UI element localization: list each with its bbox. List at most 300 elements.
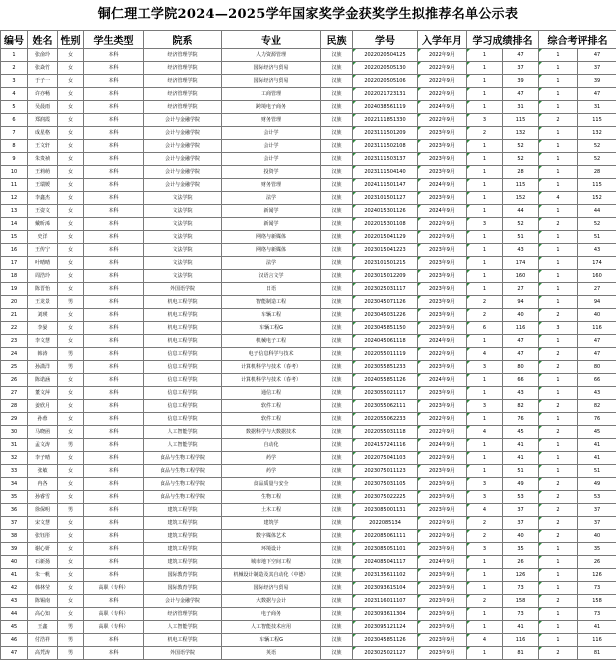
cell-student-id: 2022111851330: [353, 114, 418, 127]
cell-ethnicity: 汉族: [321, 335, 353, 348]
cell-department: 会计与金融学院: [144, 166, 222, 179]
cell-academic-total: 152: [503, 192, 539, 205]
cell-comprehensive-total: 31: [578, 101, 616, 114]
cell-index: 13: [1, 205, 28, 218]
cell-academic-total: 28: [503, 166, 539, 179]
cell-index: 12: [1, 192, 28, 205]
cell-academic-total: 52: [503, 140, 539, 153]
cell-academic-total: 41: [503, 439, 539, 452]
cell-academic-rank: 1: [467, 556, 503, 569]
cell-comprehensive-total: 52: [578, 153, 616, 166]
cell-index: 20: [1, 296, 28, 309]
cell-gender: 女: [58, 400, 84, 413]
cell-academic-total: 37: [503, 517, 539, 530]
cell-ethnicity: 汉族: [321, 556, 353, 569]
cell-comprehensive-rank: 2: [539, 218, 578, 231]
cell-department: 文法学院: [144, 257, 222, 270]
cell-student-type: 本科: [84, 101, 144, 114]
cell-department: 信息工程学院: [144, 413, 222, 426]
table-row: [1, 322, 616, 335]
cell-name: 王文轩: [28, 140, 58, 153]
cell-index: 24: [1, 348, 28, 361]
cell-index: 23: [1, 335, 28, 348]
cell-comprehensive-total: 66: [578, 374, 616, 387]
cell-academic-rank: 1: [467, 257, 503, 270]
col-header-gender: 性别: [58, 31, 84, 49]
cell-student-id: 2024038561119: [353, 101, 418, 114]
cell-enrollment-date: 2023年9月: [418, 257, 467, 270]
cell-department: 会计与金融学院: [144, 153, 222, 166]
cell-ethnicity: 汉族: [321, 283, 353, 296]
cell-academic-total: 115: [503, 114, 539, 127]
cell-enrollment-date: 2022年9月: [418, 62, 467, 75]
cell-gender: 男: [58, 634, 84, 647]
cell-enrollment-date: 2024年9月: [418, 205, 467, 218]
cell-academic-rank: 3: [467, 478, 503, 491]
cell-major: 环境设计: [222, 543, 321, 556]
cell-student-type: 本科: [84, 634, 144, 647]
cell-index: 14: [1, 218, 28, 231]
cell-name: 郑润霞: [28, 114, 58, 127]
cell-gender: 女: [58, 283, 84, 296]
cell-enrollment-date: 2022年9月: [418, 452, 467, 465]
cell-major: 药学: [222, 465, 321, 478]
cell-comprehensive-rank: 1: [539, 231, 578, 244]
cell-gender: 女: [58, 608, 84, 621]
cell-academic-total: 53: [503, 491, 539, 504]
cell-comprehensive-rank: 1: [539, 296, 578, 309]
cell-department: 经济管理学院: [144, 608, 222, 621]
table-row: [1, 374, 616, 387]
cell-department: 文法学院: [144, 244, 222, 257]
cell-index: 39: [1, 543, 28, 556]
cell-enrollment-date: 2022年9月: [418, 517, 467, 530]
cell-index: 27: [1, 387, 28, 400]
table-row: [1, 504, 616, 517]
cell-gender: 女: [58, 270, 84, 283]
cell-student-type: 本科: [84, 296, 144, 309]
cell-academic-rank: 1: [467, 244, 503, 257]
cell-student-type: 本科: [84, 166, 144, 179]
cell-major: 跨境电子商务: [222, 101, 321, 114]
cell-academic-total: 41: [503, 452, 539, 465]
cell-student-id: 2022021723131: [353, 88, 418, 101]
cell-enrollment-date: 2023年9月: [418, 166, 467, 179]
cell-major: 人力资源管理: [222, 49, 321, 62]
cell-academic-total: 81: [503, 647, 539, 660]
cell-comprehensive-rank: 1: [539, 608, 578, 621]
cell-gender: 女: [58, 179, 84, 192]
table-row: [1, 218, 616, 231]
cell-department: 建筑工程学院: [144, 530, 222, 543]
table-row: [1, 166, 616, 179]
cell-gender: 女: [58, 62, 84, 75]
cell-student-id: 2023111503137: [353, 153, 418, 166]
cell-comprehensive-rank: 1: [539, 621, 578, 634]
cell-academic-rank: 1: [467, 439, 503, 452]
cell-academic-rank: 2: [467, 530, 503, 543]
cell-name: 马晓函: [28, 426, 58, 439]
table-row: [1, 75, 616, 88]
cell-academic-total: 35: [503, 543, 539, 556]
cell-student-type: 本科: [84, 348, 144, 361]
cell-academic-rank: 1: [467, 413, 503, 426]
cell-ethnicity: 汉族: [321, 569, 353, 582]
cell-comprehensive-total: 47: [578, 335, 616, 348]
cell-department: 人工智能学院: [144, 426, 222, 439]
cell-department: 机电工程学院: [144, 322, 222, 335]
table-row: [1, 88, 616, 101]
cell-academic-total: 73: [503, 608, 539, 621]
cell-enrollment-date: 2023年9月: [418, 361, 467, 374]
table-row: [1, 595, 616, 608]
cell-comprehensive-total: 28: [578, 166, 616, 179]
cell-index: 32: [1, 452, 28, 465]
cell-comprehensive-rank: 1: [539, 465, 578, 478]
cell-ethnicity: 汉族: [321, 634, 353, 647]
cell-gender: 女: [58, 257, 84, 270]
cell-academic-rank: 1: [467, 88, 503, 101]
cell-index: 42: [1, 582, 28, 595]
cell-student-id: 2022015041129: [353, 231, 418, 244]
cell-academic-rank: 2: [467, 517, 503, 530]
cell-name: 董文萍: [28, 387, 58, 400]
cell-ethnicity: 汉族: [321, 114, 353, 127]
cell-enrollment-date: 2023年9月: [418, 244, 467, 257]
cell-academic-total: 158: [503, 595, 539, 608]
cell-major: 国际经济与贸易: [222, 75, 321, 88]
cell-department: 会计与金融学院: [144, 140, 222, 153]
cell-comprehensive-rank: 1: [539, 543, 578, 556]
cell-department: 食品与生物工程学院: [144, 465, 222, 478]
table-row: [1, 439, 616, 452]
cell-major: 车辆工程G: [222, 322, 321, 335]
cell-comprehensive-total: 41: [578, 452, 616, 465]
cell-department: 食品与生物工程学院: [144, 452, 222, 465]
table-row: [1, 517, 616, 530]
cell-comprehensive-total: 40: [578, 309, 616, 322]
cell-name: 李晏: [28, 322, 58, 335]
cell-ethnicity: 汉族: [321, 361, 353, 374]
cell-student-id: 2023093611304: [353, 608, 418, 621]
cell-department: 机电工程学院: [144, 309, 222, 322]
cell-student-id: 2023015012209: [353, 270, 418, 283]
cell-comprehensive-total: 51: [578, 231, 616, 244]
cell-academic-total: 80: [503, 361, 539, 374]
cell-ethnicity: 汉族: [321, 270, 353, 283]
cell-gender: 女: [58, 114, 84, 127]
table-row: [1, 101, 616, 114]
cell-comprehensive-rank: 2: [539, 595, 578, 608]
cell-academic-rank: 1: [467, 387, 503, 400]
cell-enrollment-date: 2023年9月: [418, 647, 467, 660]
cell-student-type: 本科: [84, 439, 144, 452]
cell-academic-rank: 1: [467, 569, 503, 582]
table-row: [1, 361, 616, 374]
cell-department: 文法学院: [144, 192, 222, 205]
table-row: [1, 608, 616, 621]
cell-academic-rank: 3: [467, 114, 503, 127]
table-row: [1, 153, 616, 166]
cell-enrollment-date: 2024年9月: [418, 439, 467, 452]
cell-student-id: 2023101501215: [353, 257, 418, 270]
cell-ethnicity: 汉族: [321, 543, 353, 556]
cell-enrollment-date: 2022年9月: [418, 530, 467, 543]
cell-index: 46: [1, 634, 28, 647]
cell-comprehensive-total: 132: [578, 127, 616, 140]
cell-student-type: 本科: [84, 335, 144, 348]
cell-academic-total: 40: [503, 309, 539, 322]
cell-index: 15: [1, 231, 28, 244]
cell-department: 建筑工程学院: [144, 517, 222, 530]
cell-name: 张焱竹: [28, 62, 58, 75]
cell-index: 41: [1, 569, 28, 582]
cell-ethnicity: 汉族: [321, 192, 353, 205]
cell-comprehensive-total: 73: [578, 608, 616, 621]
cell-student-id: 2023085001131: [353, 504, 418, 517]
cell-student-id: 2023045851150: [353, 322, 418, 335]
cell-gender: 女: [58, 530, 84, 543]
cell-department: 会计与金融学院: [144, 114, 222, 127]
cell-index: 11: [1, 179, 28, 192]
cell-comprehensive-rank: 2: [539, 426, 578, 439]
cell-comprehensive-rank: 1: [539, 62, 578, 75]
cell-index: 1: [1, 49, 28, 62]
cell-department: 食品与生物工程学院: [144, 491, 222, 504]
cell-comprehensive-rank: 1: [539, 179, 578, 192]
cell-student-type: 本科: [84, 465, 144, 478]
table-row: [1, 452, 616, 465]
cell-ethnicity: 汉族: [321, 231, 353, 244]
cell-student-id: 2023055021117: [353, 387, 418, 400]
cell-major: 通信工程: [222, 387, 321, 400]
table-row: [1, 413, 616, 426]
cell-student-type: 本科: [84, 647, 144, 660]
cell-student-type: 本科: [84, 595, 144, 608]
cell-gender: 女: [58, 153, 84, 166]
cell-gender: 女: [58, 309, 84, 322]
cell-index: 38: [1, 530, 28, 543]
cell-ethnicity: 汉族: [321, 413, 353, 426]
cell-major: 法学: [222, 192, 321, 205]
table-row: [1, 140, 616, 153]
cell-academic-rank: 3: [467, 491, 503, 504]
cell-ethnicity: 汉族: [321, 257, 353, 270]
cell-student-type: 本科: [84, 504, 144, 517]
cell-academic-rank: 1: [467, 75, 503, 88]
cell-name: 叶晴晴: [28, 257, 58, 270]
cell-comprehensive-rank: 3: [539, 322, 578, 335]
table-row: [1, 205, 616, 218]
cell-enrollment-date: 2023年9月: [418, 400, 467, 413]
cell-academic-rank: 1: [467, 101, 503, 114]
cell-major: 国际经济与贸易: [222, 582, 321, 595]
cell-gender: 女: [58, 192, 84, 205]
cell-major: 大数据与会计: [222, 595, 321, 608]
cell-department: 建筑工程学院: [144, 556, 222, 569]
cell-comprehensive-total: 44: [578, 205, 616, 218]
page-title: 铜仁理工学院2024—2025学年国家奖学金获奖学生拟推荐名单公示表: [97, 7, 519, 22]
cell-major: 机械设计制造及其自动化（中德）: [222, 569, 321, 582]
cell-ethnicity: 汉族: [321, 244, 353, 257]
cell-gender: 女: [58, 101, 84, 114]
cell-department: 文法学院: [144, 218, 222, 231]
cell-major: 英语: [222, 647, 321, 660]
cell-enrollment-date: 2023年9月: [418, 465, 467, 478]
cell-name: 吴晨雨: [28, 101, 58, 114]
cell-comprehensive-total: 52: [578, 218, 616, 231]
cell-gender: 女: [58, 140, 84, 153]
cell-gender: 女: [58, 374, 84, 387]
cell-ethnicity: 汉族: [321, 478, 353, 491]
cell-ethnicity: 汉族: [321, 88, 353, 101]
cell-ethnicity: 汉族: [321, 166, 353, 179]
cell-major: 建筑学: [222, 517, 321, 530]
cell-comprehensive-rank: 1: [539, 140, 578, 153]
cell-student-type: 高职（专科）: [84, 608, 144, 621]
cell-academic-rank: 1: [467, 283, 503, 296]
cell-enrollment-date: 2023年9月: [418, 543, 467, 556]
cell-student-id: 2023111504140: [353, 166, 418, 179]
cell-department: 会计与金融学院: [144, 127, 222, 140]
cell-department: 人工智能学院: [144, 439, 222, 452]
cell-enrollment-date: 2023年9月: [418, 322, 467, 335]
cell-enrollment-date: 2023年9月: [418, 283, 467, 296]
cell-major: 智能制造工程: [222, 296, 321, 309]
cell-comprehensive-rank: 1: [539, 556, 578, 569]
cell-major: 会计学: [222, 153, 321, 166]
cell-name: 张钰彤: [28, 530, 58, 543]
cell-major: 车辆工程G: [222, 634, 321, 647]
table-row: [1, 582, 616, 595]
cell-ethnicity: 汉族: [321, 517, 353, 530]
cell-student-type: 本科: [84, 75, 144, 88]
cell-academic-rank: 3: [467, 543, 503, 556]
cell-gender: 女: [58, 478, 84, 491]
cell-enrollment-date: 2023年9月: [418, 582, 467, 595]
cell-comprehensive-total: 26: [578, 556, 616, 569]
col-header-ethnicity: 民族: [321, 31, 353, 49]
cell-comprehensive-rank: 1: [539, 413, 578, 426]
cell-student-id: 2022020505130: [353, 62, 418, 75]
table-row: [1, 62, 616, 75]
cell-academic-total: 66: [503, 374, 539, 387]
cell-index: 29: [1, 413, 28, 426]
cell-student-id: 2023116011107: [353, 595, 418, 608]
cell-ethnicity: 汉族: [321, 621, 353, 634]
cell-gender: 女: [58, 387, 84, 400]
cell-academic-rank: 1: [467, 621, 503, 634]
cell-academic-rank: 1: [467, 205, 503, 218]
cell-student-type: 本科: [84, 192, 144, 205]
cell-name: 宋文慧: [28, 517, 58, 530]
cell-academic-rank: 1: [467, 647, 503, 660]
cell-ethnicity: 汉族: [321, 426, 353, 439]
cell-academic-rank: 1: [467, 179, 503, 192]
cell-major: 生物工程: [222, 491, 321, 504]
cell-enrollment-date: 2023年9月: [418, 491, 467, 504]
cell-comprehensive-total: 82: [578, 400, 616, 413]
cell-comprehensive-rank: 2: [539, 478, 578, 491]
cell-major: 汉语言文学: [222, 270, 321, 283]
cell-comprehensive-rank: 2: [539, 400, 578, 413]
cell-academic-rank: 1: [467, 153, 503, 166]
cell-comprehensive-total: 52: [578, 140, 616, 153]
cell-comprehensive-total: 116: [578, 634, 616, 647]
cell-academic-total: 43: [503, 387, 539, 400]
cell-academic-total: 47: [503, 348, 539, 361]
cell-student-type: 本科: [84, 62, 144, 75]
table-row: [1, 569, 616, 582]
cell-ethnicity: 汉族: [321, 504, 353, 517]
cell-major: 软件工程: [222, 413, 321, 426]
cell-student-type: 本科: [84, 309, 144, 322]
cell-academic-rank: 4: [467, 504, 503, 517]
col-header-enrollment-date: 入学年月: [418, 31, 467, 49]
cell-department: 国际教育学院: [144, 569, 222, 582]
cell-comprehensive-rank: 4: [539, 192, 578, 205]
cell-index: 18: [1, 270, 28, 283]
cell-academic-rank: 1: [467, 374, 503, 387]
cell-name: 韩林莹: [28, 582, 58, 595]
cell-index: 16: [1, 244, 28, 257]
table-row: [1, 283, 616, 296]
cell-academic-rank: 4: [467, 426, 503, 439]
table-row: [1, 400, 616, 413]
cell-student-id: 2023055851233: [353, 361, 418, 374]
cell-comprehensive-rank: 1: [539, 439, 578, 452]
cell-academic-total: 52: [503, 153, 539, 166]
cell-academic-total: 47: [503, 335, 539, 348]
cell-academic-total: 45: [503, 426, 539, 439]
cell-gender: 女: [58, 244, 84, 257]
cell-student-id: 2023111501209: [353, 127, 418, 140]
cell-major: 车辆工程: [222, 309, 321, 322]
cell-comprehensive-total: 49: [578, 478, 616, 491]
cell-academic-rank: 3: [467, 400, 503, 413]
cell-ethnicity: 汉族: [321, 309, 353, 322]
cell-index: 19: [1, 283, 28, 296]
cell-student-type: 本科: [84, 387, 144, 400]
cell-name: 王姿文: [28, 205, 58, 218]
cell-name: 王鑫: [28, 621, 58, 634]
cell-academic-rank: 1: [467, 231, 503, 244]
cell-student-type: 本科: [84, 88, 144, 101]
cell-ethnicity: 汉族: [321, 387, 353, 400]
cell-comprehensive-rank: 2: [539, 348, 578, 361]
cell-gender: 女: [58, 543, 84, 556]
cell-name: 李鑫杰: [28, 192, 58, 205]
cell-major: 网络与新媒体: [222, 231, 321, 244]
col-header-comprehensive-rank: 综合考评排名: [539, 31, 616, 49]
cell-student-type: 高职（专科）: [84, 582, 144, 595]
cell-gender: 女: [58, 569, 84, 582]
cell-comprehensive-rank: 1: [539, 283, 578, 296]
cell-comprehensive-total: 41: [578, 621, 616, 634]
cell-academic-rank: 1: [467, 192, 503, 205]
cell-student-type: 本科: [84, 114, 144, 127]
cell-name: 孙睿雪: [28, 491, 58, 504]
cell-comprehensive-rank: 1: [539, 452, 578, 465]
cell-ethnicity: 汉族: [321, 465, 353, 478]
cell-name: 孙蓉: [28, 413, 58, 426]
cell-enrollment-date: 2022年9月: [418, 114, 467, 127]
cell-gender: 男: [58, 504, 84, 517]
cell-student-type: 本科: [84, 270, 144, 283]
cell-department: 信息工程学院: [144, 361, 222, 374]
cell-comprehensive-rank: 2: [539, 114, 578, 127]
cell-major: 人工智能技术应用: [222, 621, 321, 634]
